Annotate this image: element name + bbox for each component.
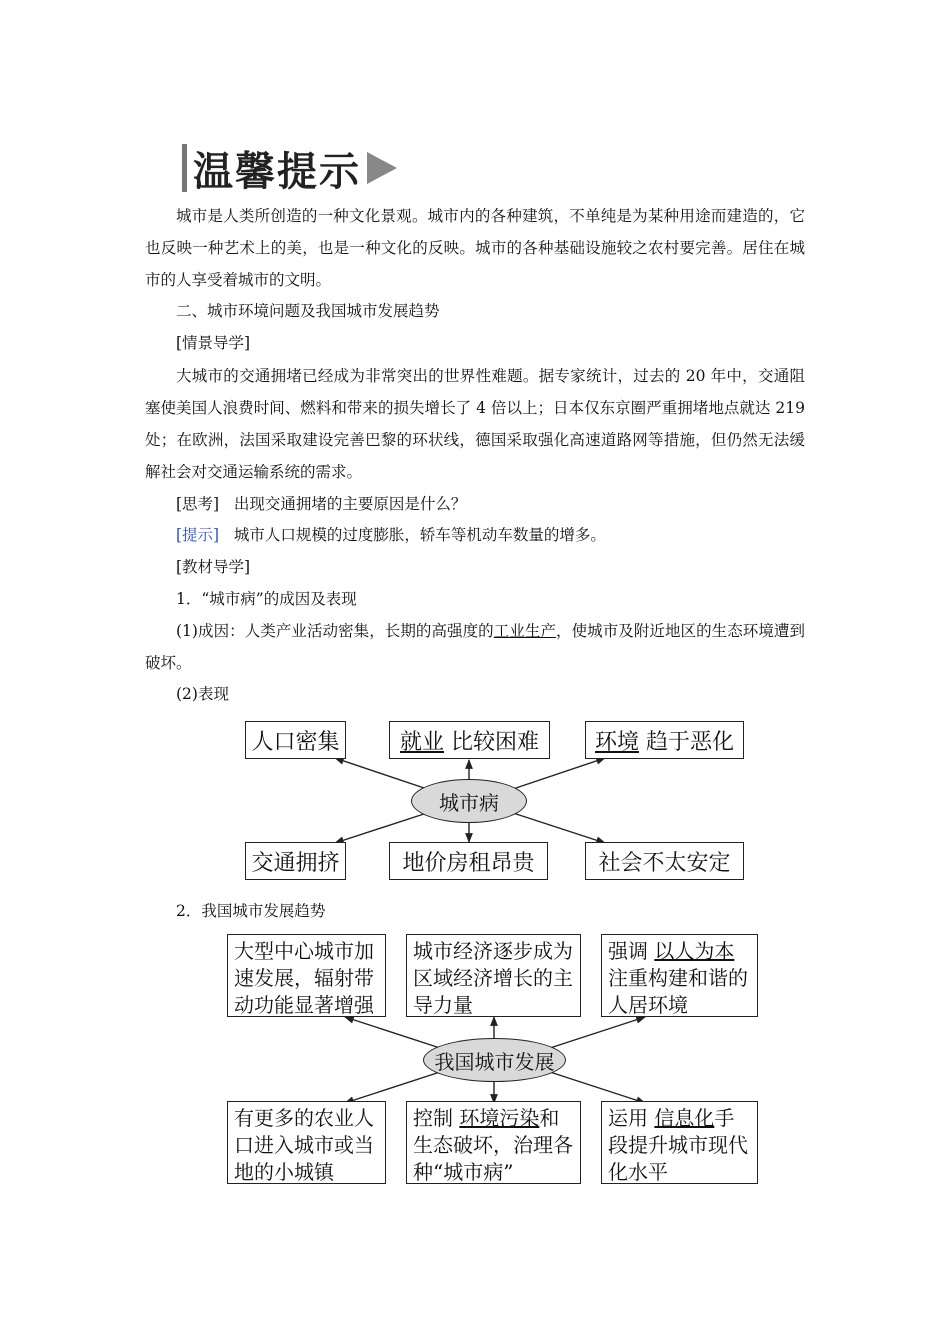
center-china-urban-development: 我国城市发展 xyxy=(423,1038,566,1082)
arrow-to-people-first xyxy=(550,1017,645,1048)
center-urban-disease: 城市病 xyxy=(411,779,527,823)
box-employment: 就业 比较困难 xyxy=(389,721,550,759)
arrow-to-society xyxy=(510,812,605,843)
arrow-to-traffic xyxy=(335,812,430,843)
box-land-price: 地价房租昂贵 xyxy=(389,842,548,880)
box-pollution-control: 控制 环境污染和生态破坏，治理各种“城市病” xyxy=(406,1101,581,1184)
box-urban-economy: 城市经济逐步成为区域经济增长的主导力量 xyxy=(406,934,581,1017)
intro-paragraph: 城市是人类所创造的一种文化景观。城市内的各种建筑，不单纯是为某种用途而建造的，它也反映一种艺术上的美，也是一种文化的反映。城市的各种基础设施较之农村要完善。居住在城市的人享受着城市的文明。 xyxy=(145,207,805,289)
arrow-to-environment xyxy=(510,758,605,790)
arrow-to-population xyxy=(335,758,430,790)
think-label: [思考] xyxy=(176,495,220,513)
arrow-to-agri-population xyxy=(345,1072,440,1103)
scene-label: [情景导学] xyxy=(176,334,251,352)
item1-heading: 1．“城市病”的成因及表现 xyxy=(176,590,357,608)
arrow-to-central-city xyxy=(345,1017,440,1048)
box-environment: 环境 趋于恶化 xyxy=(585,721,744,759)
heading-title: 温馨提示 xyxy=(193,148,361,195)
box-people-first: 强调 以人为本注重构建和谐的人居环境 xyxy=(601,934,758,1017)
box-agri-population: 有更多的农业人口进入城市或当地的小城镇 xyxy=(227,1101,386,1184)
hint-text: 城市人口规模的过度膨胀，轿车等机动车数量的增多。 xyxy=(233,526,606,544)
item1-2-heading: (2)表现 xyxy=(176,685,229,703)
box-central-city: 大型中心城市加速发展，辐射带动功能显著增强 xyxy=(227,934,386,1017)
think-text: 出现交通拥堵的主要原因是什么？ xyxy=(233,495,467,513)
box-population-dense: 人口密集 xyxy=(245,721,346,759)
hint-label: [提示] xyxy=(176,526,220,544)
industry-underlined: 工业生产 xyxy=(493,622,557,640)
section-heading: 二、城市环境问题及我国城市发展趋势 xyxy=(176,302,440,320)
box-social-instability: 社会不太安定 xyxy=(585,842,744,880)
item2-heading: 2．我国城市发展趋势 xyxy=(176,902,326,920)
box-informatization: 运用 信息化手段提升城市现代化水平 xyxy=(601,1101,758,1184)
traffic-paragraph: 大城市的交通拥堵已经成为非常突出的世界性难题。据专家统计，过去的 20 年中，交通阻塞使美国人浪费时间、燃料和带来的损失增长了 4 倍以上；日本仅东京圈严重拥堵地点就达 219 处；在欧洲，法国采取建设完善巴黎的环状线，德国采取强化高速道路网等措施，但仍然无法缓解社会对交通运输系统的需求。 xyxy=(145,367,805,481)
box-traffic-congestion: 交通拥挤 xyxy=(245,842,346,880)
cause-paragraph: (1)成因：人类产业活动密集，长期的高强度的工业生产，使城市及附近地区的生态环境遭到破坏。 xyxy=(145,622,805,672)
textbook-label: [教材导学] xyxy=(176,558,251,576)
arrow-to-informatization xyxy=(550,1072,645,1103)
